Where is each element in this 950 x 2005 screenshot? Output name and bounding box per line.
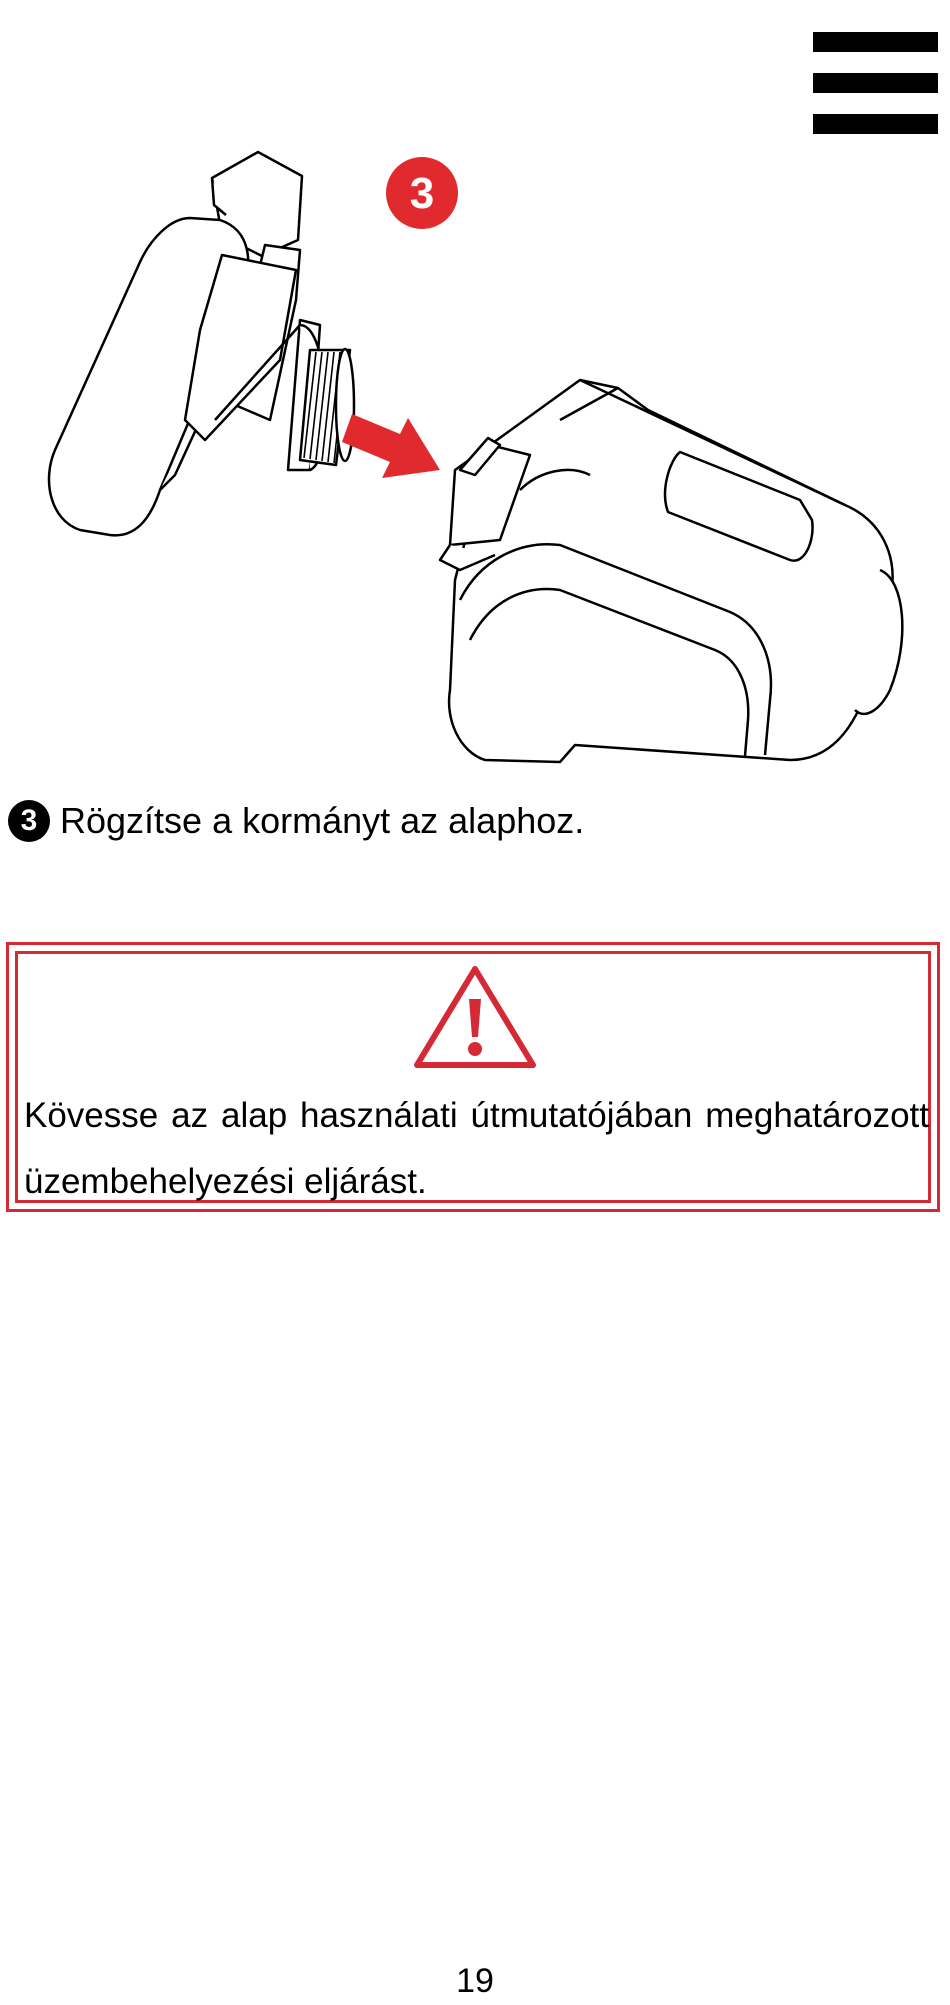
hamburger-menu-icon[interactable] [813,32,938,134]
warning-box [6,942,940,1212]
base-drawing [440,380,902,762]
mounting-illustration [0,140,950,780]
step-badge-number: 3 [409,169,435,218]
step-text: Rögzítse a kormányt az alaphoz. [60,800,585,841]
step-number-bullet: 3 [8,800,50,842]
page-number: 19 [456,1962,494,2000]
step-instruction [8,800,584,842]
warning-triangle-icon [413,965,537,1069]
direction-arrow [342,414,440,478]
steering-wheel-drawing [49,152,354,535]
warning-text: Kövesse az alap használati útmutatójában meghatározott üzembehelyezési eljárást. [24,1096,929,1201]
